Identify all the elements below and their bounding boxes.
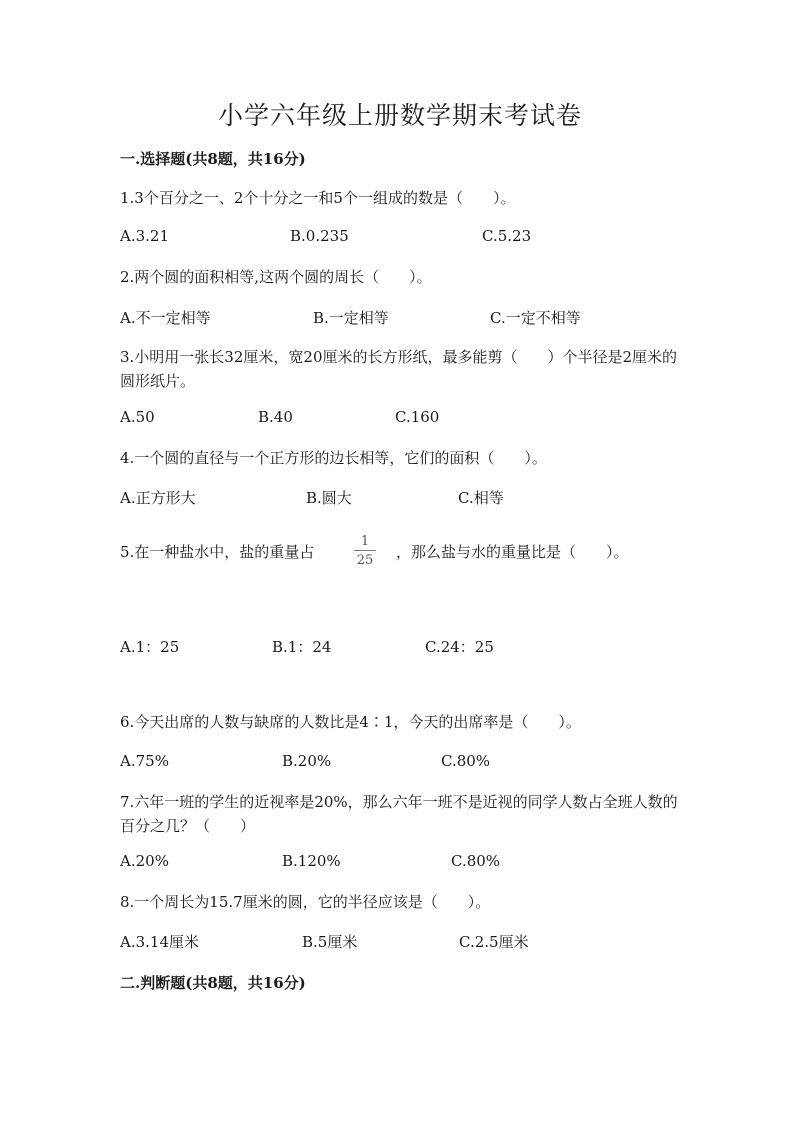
question-2-option-c[interactable]: C.一定不相等: [490, 309, 581, 327]
question-3-option-c[interactable]: C.160: [395, 408, 440, 426]
question-3: 3.小明用一张长32厘米，宽20厘米的长方形纸，最多能剪（ ）个半径是2厘米的圆形纸片。: [120, 348, 678, 390]
question-4-option-b[interactable]: B.圆大: [306, 489, 352, 507]
question-8: 8.一个周长为15.7厘米的圆，它的半径应该是（ ）。: [120, 893, 491, 911]
question-6: 6.今天出席的人数与缺席的人数比是4∶1，今天的出席率是（ ）。: [120, 713, 581, 731]
question-5-option-c[interactable]: C.24：25: [425, 638, 494, 656]
question-6-option-a[interactable]: A.75%: [120, 752, 169, 770]
question-5-option-a[interactable]: A.1：25: [120, 638, 180, 656]
question-1-option-b[interactable]: B.0.235: [290, 227, 349, 245]
section-heading-choice: 一.选择题(共8题，共16分): [120, 150, 306, 168]
question-8-option-c[interactable]: C.2.5厘米: [459, 933, 529, 951]
question-7-option-a[interactable]: A.20%: [120, 852, 169, 870]
question-4-option-c[interactable]: C.相等: [458, 489, 504, 507]
question-4: 4.一个圆的直径与一个正方形的边长相等，它们的面积（ ）。: [120, 449, 547, 467]
question-2-option-a[interactable]: A.不一定相等: [120, 309, 211, 327]
question-6-option-c[interactable]: C.80%: [441, 752, 491, 770]
question-3-option-a[interactable]: A.50: [120, 408, 155, 426]
question-1: 1.3个百分之一、2个十分之一和5个一组成的数是（ ）。: [120, 189, 516, 207]
question-7-option-c[interactable]: C.80%: [451, 852, 501, 870]
question-4-option-a[interactable]: A.正方形大: [120, 489, 196, 507]
question-7-option-b[interactable]: B.120%: [282, 852, 341, 870]
page-title: 小学六年级上册数学期末考试卷: [217, 101, 582, 130]
fraction-bar: [354, 550, 376, 551]
question-8-option-a[interactable]: A.3.14厘米: [120, 933, 199, 951]
question-1-option-a[interactable]: A.3.21: [120, 227, 169, 245]
section-heading-judgment: 二.判断题(共8题，共16分): [120, 974, 306, 992]
question-1-option-c[interactable]: C.5.23: [482, 227, 532, 245]
question-5-prefix: 5.在一种盐水中，盐的重量占: [120, 543, 315, 561]
fraction-denominator: 25: [356, 553, 374, 568]
question-5-option-b[interactable]: B.1：24: [272, 638, 332, 656]
question-2: 2.两个圆的面积相等,这两个圆的周长（ ）。: [120, 268, 432, 286]
fraction-1-25: [354, 534, 376, 568]
question-8-option-b[interactable]: B.5厘米: [302, 933, 358, 951]
question-2-option-b[interactable]: B.一定相等: [313, 309, 389, 327]
question-3-option-b[interactable]: B.40: [258, 408, 293, 426]
question-5-suffix: ，那么盐与水的重量比是（ ）。: [396, 543, 629, 561]
question-6-option-b[interactable]: B.20%: [282, 752, 332, 770]
question-7: 7.六年一班的学生的近视率是20%，那么六年一班不是近视的同学人数占全班人数的百分之几？（ ）: [120, 793, 678, 835]
fraction-numerator: 1: [360, 534, 370, 549]
